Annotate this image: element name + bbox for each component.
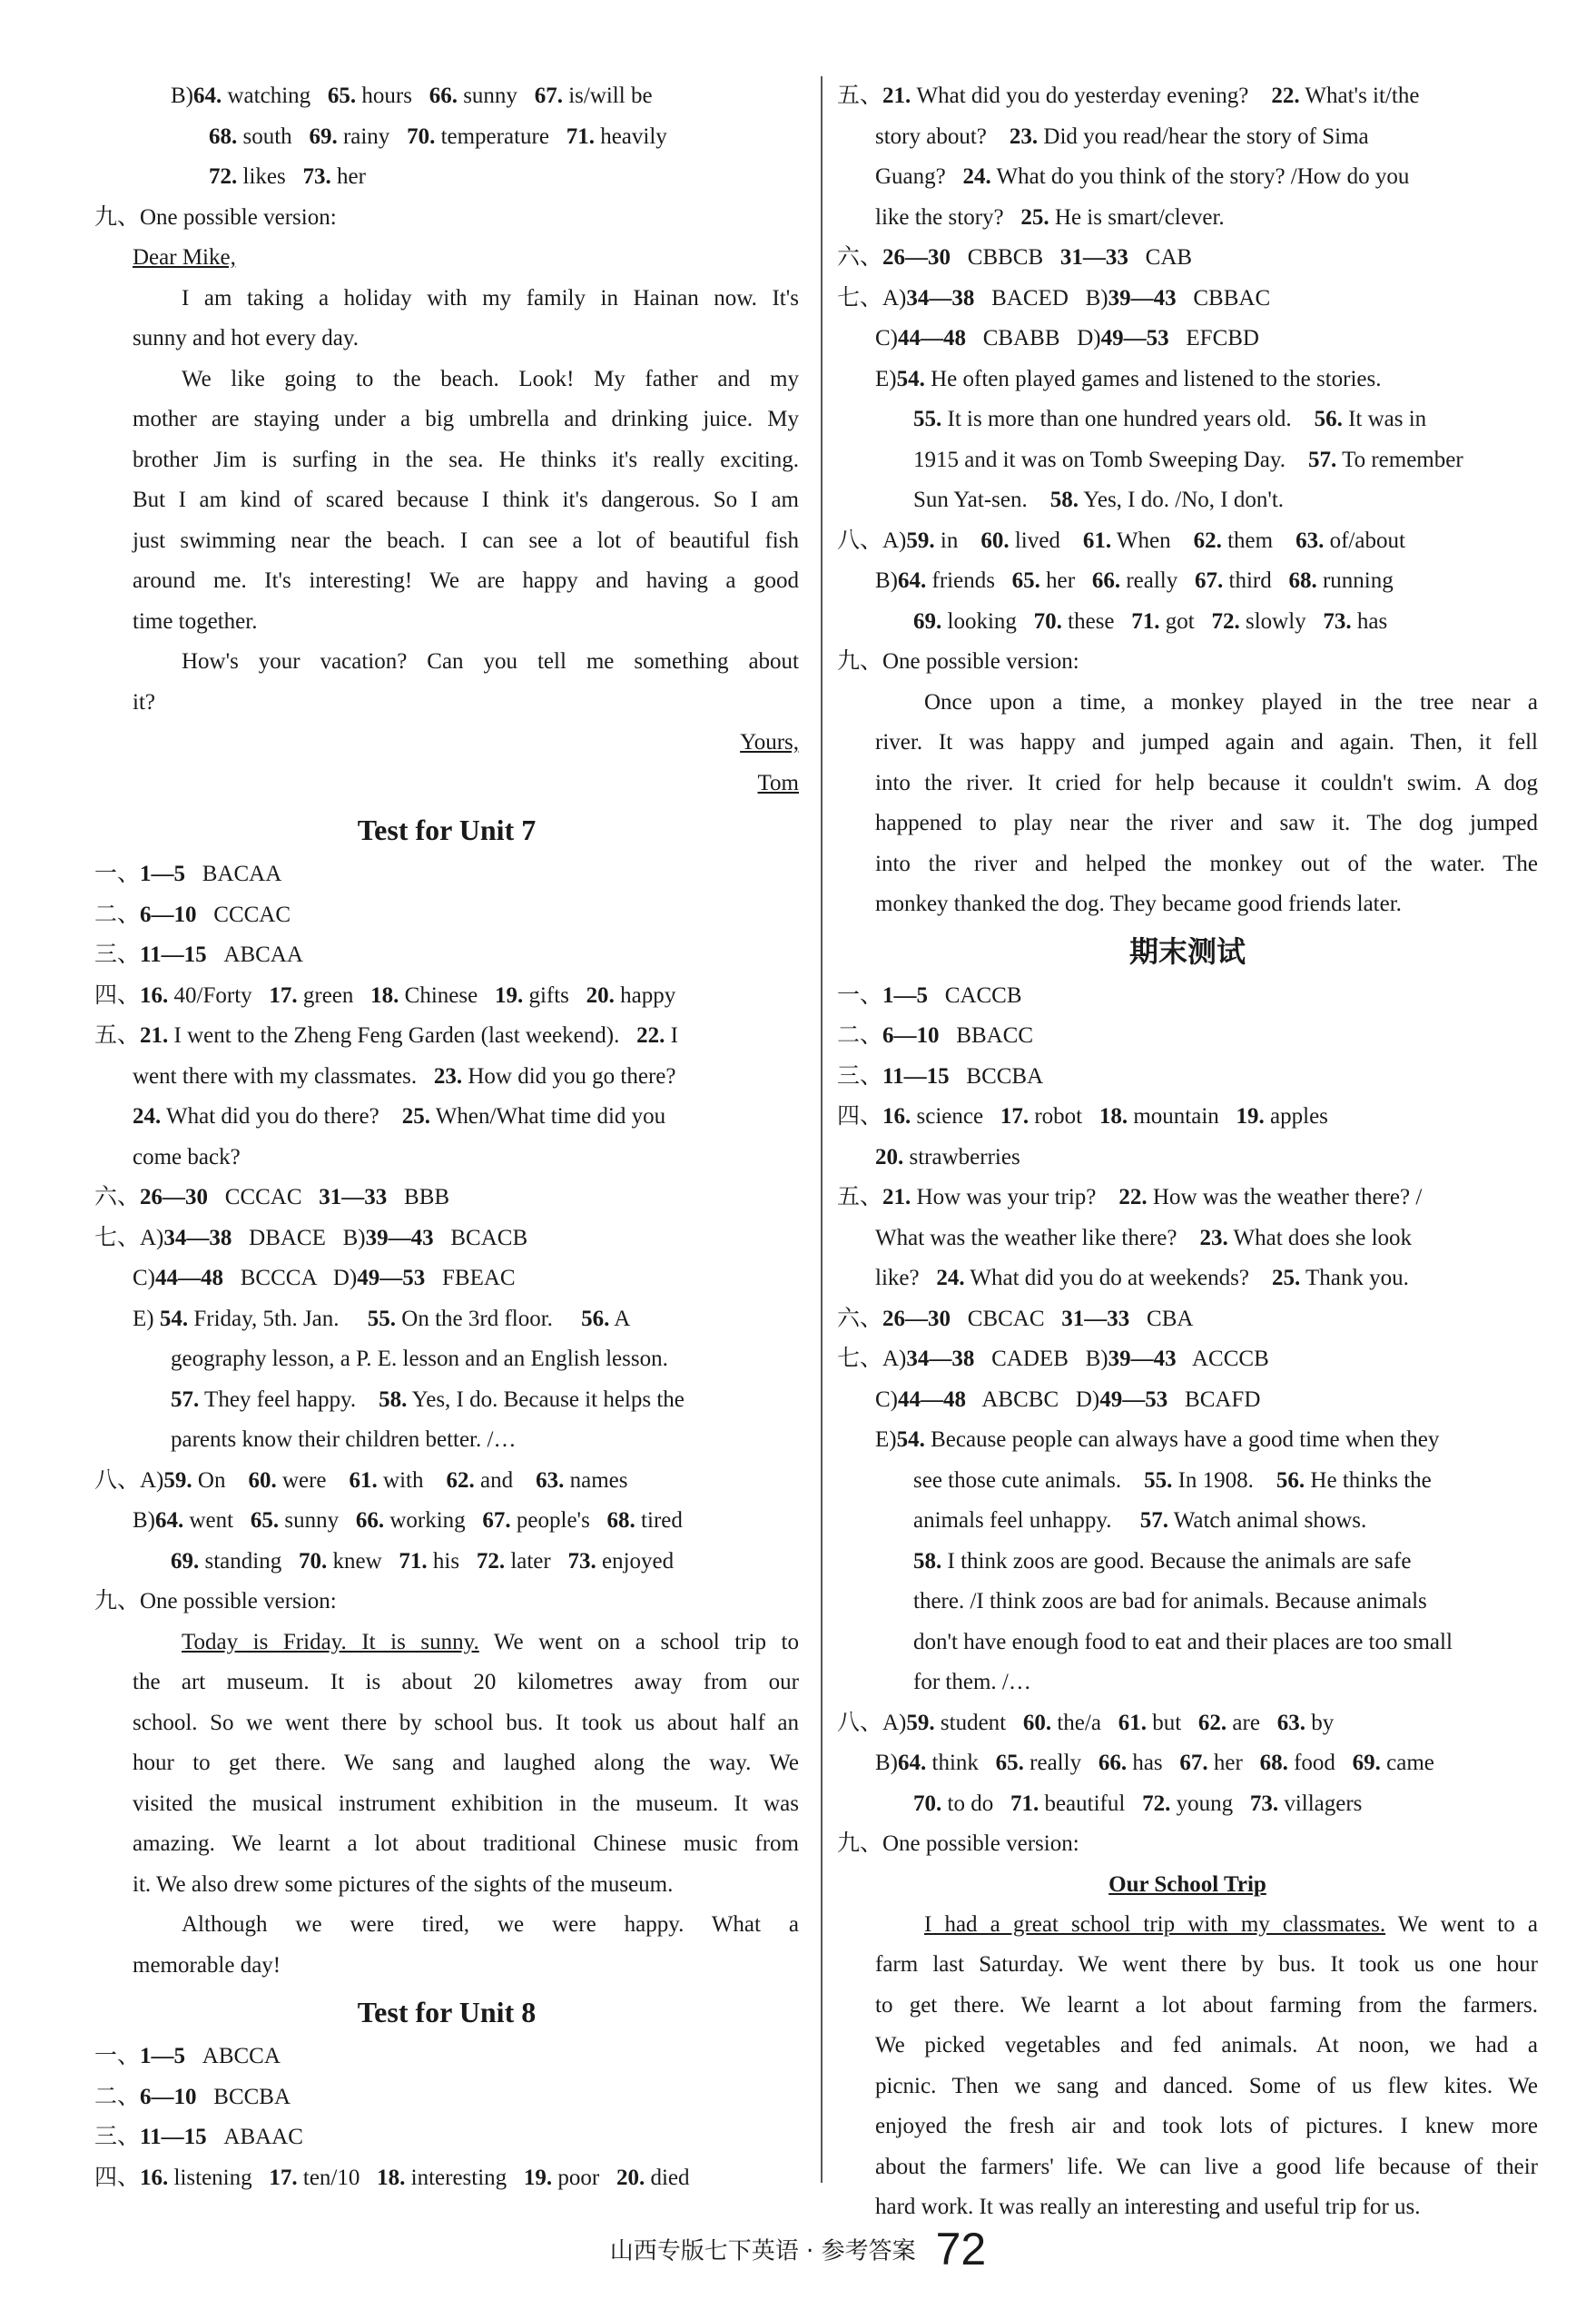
right-line: B)64. friends 65. her 66. really 67. third 68. running [875, 568, 1394, 593]
right-line: Once upon a time, a monkey played in the tree near a [924, 689, 1538, 715]
right-line: into the river and helped the monkey out of the water. The [875, 851, 1538, 876]
right-line: 四、16. science 17. robot 18. mountain 19. apples [837, 1104, 1328, 1129]
right-line: 一、1—5 CACCB [837, 982, 1022, 1008]
right-line: What was the weather like there? 23. What does she look [875, 1225, 1413, 1250]
left-line: Although we were tired, we were happy. What a [182, 1912, 799, 1937]
right-line: Guang? 24. What do you think of the story? /How do you [875, 164, 1410, 189]
left-line: parents know their children better. /… [171, 1427, 517, 1452]
right-line: 七、A)34—38 CADEB B)39—43 ACCCB [837, 1347, 1269, 1371]
left-line: 二、6—10 BCCBA [94, 2084, 291, 2109]
right-line: see those cute animals. 55. In 1908. 56. He thinks the [913, 1467, 1432, 1493]
left-line: 69. standing 70. knew 71. his 72. later 73. enjoyed [171, 1548, 675, 1574]
section-title: Test for Unit 7 [357, 814, 537, 846]
right-line: We picked vegetables and fed animals. At noon, we had a [875, 2033, 1538, 2057]
right-line: 九、One possible version: [837, 1831, 1079, 1856]
left-line: 四、16. 40/Forty 17. green 18. Chinese 19. gifts 20. happy [94, 982, 676, 1008]
right-line: into the river. It cried for help because it couldn't swim. A dog [875, 770, 1538, 795]
left-line: 二、6—10 CCCAC [94, 902, 291, 927]
right-line: 70. to do 71. beautiful 72. young 73. villagers [913, 1791, 1363, 1816]
left-line: geography lesson, a P. E. lesson and an English lesson. [171, 1347, 668, 1371]
left-line: 一、1—5 ABCCA [94, 2044, 281, 2068]
left-line: B)64. went 65. sunny 66. working 67. people's 68. tired [133, 1508, 683, 1533]
right-line: 七、A)34—38 BACED B)39—43 CBBAC [837, 285, 1271, 311]
left-line: it? [133, 689, 155, 715]
left-line: amazing. We learnt a lot about traditional Chinese music from [133, 1831, 799, 1856]
right-line: river. It was happy and jumped again and again. Then, it fell [875, 730, 1538, 755]
left-line: 72. likes 73. her [209, 164, 366, 189]
right-line: 1915 and it was on Tomb Sweeping Day. 57. To remember [913, 447, 1463, 472]
right-line: animals feel unhappy. 57. Watch animal shows. [913, 1508, 1367, 1533]
left-line: sunny and hot every day. [133, 326, 360, 350]
left-line: 七、A)34—38 DBACE B)39—43 BCACB [94, 1225, 528, 1250]
left-line: Yours, [740, 730, 799, 755]
right-line: happened to play near the river and saw it. The dog jumped [875, 811, 1538, 835]
right-line: like the story? 25. He is smart/clever. [875, 204, 1225, 230]
right-line: 五、21. How was your trip? 22. How was the weather there? / [837, 1185, 1423, 1209]
left-line: visited the musical instrument exhibition in the museum. It was [133, 1791, 799, 1816]
right-line: hard work. It was really an interesting and useful trip for us. [875, 2195, 1421, 2219]
right-line: 六、26—30 CBCAC 31—33 CBA [837, 1306, 1194, 1331]
right-line: for them. /… [913, 1670, 1031, 1694]
left-line: 九、One possible version: [94, 1589, 337, 1613]
left-line: brother Jim is surfing in the sea. He thinks it's really exciting. [133, 447, 799, 472]
right-column [837, 76, 1538, 2228]
right-line: C)44—48 ABCBC D)49—53 BCAFD [875, 1386, 1261, 1412]
left-line: just swimming near the beach. I can see a lot of beautiful fish [133, 528, 799, 553]
right-line: 八、A)59. student 60. the/a 61. but 62. are 63. by [837, 1710, 1335, 1735]
left-line: mother are staying under a big umbrella and drinking juice. My [133, 407, 799, 431]
page-number: 72 [935, 2224, 987, 2274]
right-line: 六、26—30 CBBCB 31—33 CAB [837, 245, 1193, 270]
footer-label: 山西专版七下英语 · 参考答案 [609, 2237, 916, 2265]
right-line: enjoyed the fresh air and took lots of pictures. I knew more [875, 2114, 1538, 2138]
essay-title: Our School Trip [1108, 1871, 1266, 1897]
right-line: I had a great school trip with my classmates. We went to a [924, 1911, 1538, 1937]
right-line: 三、11—15 BCCBA [837, 1063, 1044, 1089]
left-line: 三、11—15 ABAAC [94, 2125, 303, 2149]
left-line: 一、1—5 BACAA [94, 862, 282, 886]
right-line: 58. I think zoos are good. Because the animals are safe [913, 1548, 1412, 1574]
right-line: farm last Saturday. We went there by bus. It took us one hour [875, 1952, 1538, 1977]
left-line: 四、16. listening 17. ten/10 18. interesting 19. poor 20. died [94, 2165, 690, 2190]
left-line: 57. They feel happy. 58. Yes, I do. Because it helps the [171, 1386, 685, 1412]
left-line: come back? [133, 1144, 241, 1169]
right-line: monkey thanked the dog. They became good friends later. [875, 892, 1402, 916]
right-line: like? 24. What did you do at weekends? 25. Thank you. [875, 1266, 1409, 1290]
left-line: 六、26—30 CCCAC 31—33 BBB [94, 1185, 450, 1209]
section-title: Test for Unit 8 [357, 1996, 537, 2028]
left-line: the art museum. It is about 20 kilometres away from our [133, 1670, 799, 1694]
left-column [94, 76, 799, 2198]
right-line: 69. looking 70. these 71. got 72. slowly 73. has [913, 608, 1388, 634]
left-line: Tom [757, 770, 799, 795]
column-divider [821, 76, 823, 2183]
right-line: Sun Yat-sen. 58. Yes, I do. /No, I don't. [913, 488, 1285, 512]
left-line: C)44—48 BCCCA D)49—53 FBEAC [133, 1266, 516, 1290]
left-line: 五、21. I went to the Zheng Feng Garden (last weekend). 22. I [94, 1023, 678, 1048]
right-line: 九、One possible version: [837, 649, 1079, 674]
left-line: E) 54. Friday, 5th. Jan. 55. On the 3rd floor. 56. A [133, 1306, 631, 1331]
left-line: I am taking a holiday with my family in Hainan now. It's [182, 285, 799, 311]
right-line: to get there. We learnt a lot about farming from the farmers. [875, 1992, 1538, 2018]
page-footer [0, 2223, 1596, 2275]
left-line: Dear Mike, [133, 245, 236, 270]
left-line: We like going to the beach. Look! My father and my [182, 366, 799, 391]
left-line: 24. What did you do there? 25. When/What time did you [133, 1104, 666, 1129]
left-line: 68. south 69. rainy 70. temperature 71. heavily [209, 123, 667, 149]
left-line: hour to get there. We sang and laughed along the way. We [133, 1751, 799, 1775]
right-line: E)54. Because people can always have a good time when they [875, 1427, 1440, 1452]
left-line: Today is Friday. It is sunny. We went on a school trip to [182, 1629, 799, 1654]
left-line: How's your vacation? Can you tell me something about [182, 649, 799, 674]
right-line: picnic. Then we sang and danced. Some of us flew kites. We [875, 2073, 1538, 2098]
left-line: went there with my classmates. 23. How did you go there? [133, 1063, 676, 1089]
left-line: memorable day! [133, 1952, 281, 1978]
left-line: 八、A)59. On 60. were 61. with 62. and 63. names [94, 1467, 628, 1493]
right-line: 55. It is more than one hundred years old. 56. It was in [913, 407, 1427, 431]
left-line: B)64. watching 65. hours 66. sunny 67. is/will be [171, 84, 653, 108]
right-line: there. /I think zoos are bad for animals. Because animals [913, 1589, 1427, 1613]
left-line: 三、11—15 ABCAA [94, 942, 303, 967]
left-line: school. So we went there by school bus. It took us about half an [133, 1710, 799, 1735]
left-line: around me. It's interesting! We are happy and having a good [133, 568, 799, 593]
right-line: C)44—48 CBABB D)49—53 EFCBD [875, 326, 1259, 350]
right-line: 二、6—10 BBACC [837, 1023, 1034, 1048]
left-line: 九、One possible version: [94, 204, 337, 230]
left-line: But I am kind of scared because I think it's dangerous. So I am [133, 488, 799, 512]
right-line: E)54. He often played games and listened to the stories. [875, 366, 1382, 391]
right-line: story about? 23. Did you read/hear the story of Sima [875, 123, 1369, 149]
section-title: 期末测试 [1128, 934, 1246, 968]
left-line: time together. [133, 608, 258, 634]
right-line: B)64. think 65. really 66. has 67. her 68. food 69. came [875, 1751, 1434, 1775]
right-line: 20. strawberries [875, 1144, 1020, 1169]
right-line: about the farmers' life. We can live a good life because of their [875, 2154, 1538, 2179]
right-line: 五、21. What did you do yesterday evening? 22. What's it/the [837, 84, 1420, 108]
right-line: 八、A)59. in 60. lived 61. When 62. them 63. of/about [837, 528, 1405, 553]
right-line: don't have enough food to eat and their places are too small [913, 1629, 1453, 1654]
left-line: it. We also drew some pictures of the sights of the museum. [133, 1871, 674, 1897]
